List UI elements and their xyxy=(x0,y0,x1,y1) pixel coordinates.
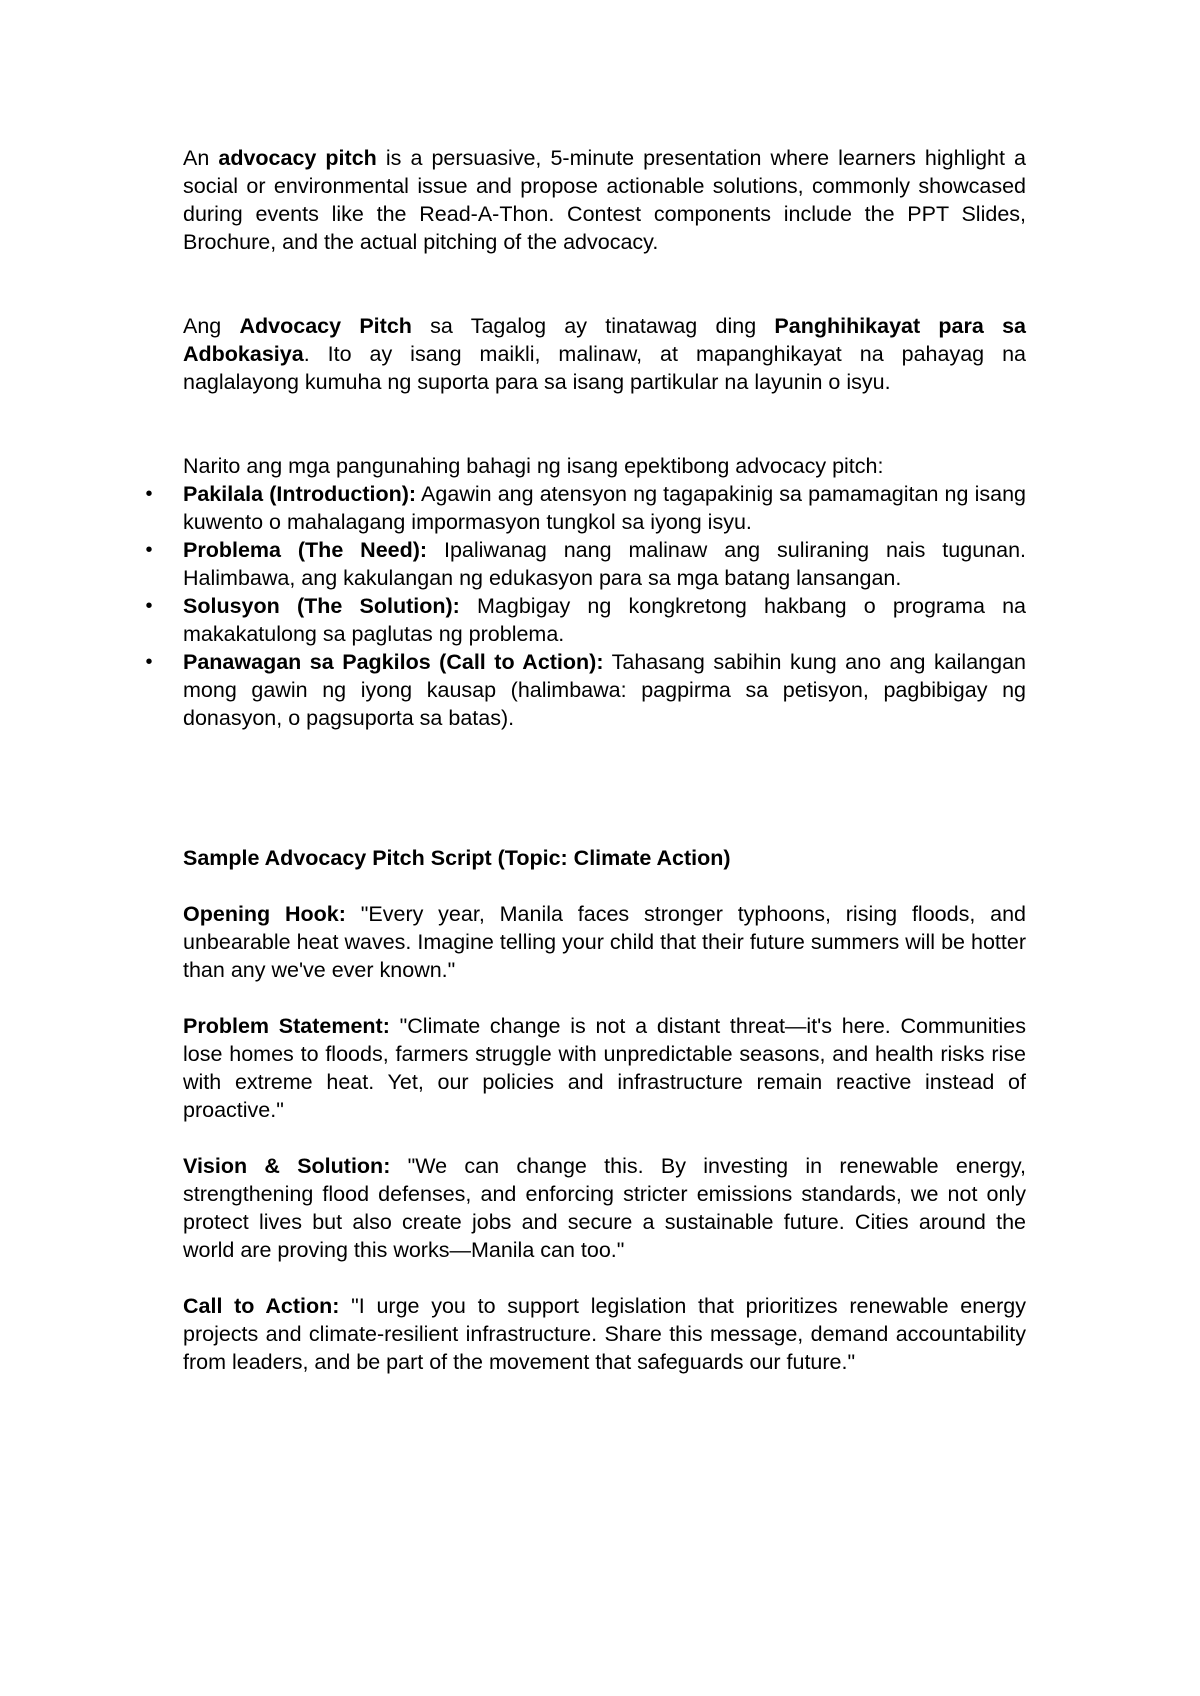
tagalog-paragraph xyxy=(183,312,1026,396)
section-text: "Every year, Manila faces stronger typhoons, rising floods, and unbearable heat waves. Imagine telling your child that their future summers will be hotter than any we've ever known." xyxy=(183,902,1026,982)
intro-text-2: is a persuasive, 5-minute presentation where learners highlight a social or environmental issue and propose actionable solutions, commonly showcased during events like the Read-A-Thon. Contest components include the PPT Slides, Brochure, and the actual pitching of the advocacy. xyxy=(183,146,1027,254)
part-label: Panawagan sa Pagkilos (Call to Action): xyxy=(183,650,604,674)
opening-hook-paragraph xyxy=(183,900,1026,984)
list-item xyxy=(145,648,1026,732)
section-text: "We can change this. By investing in renewable energy, strengthening flood defenses, and enforcing stricter emissions standards, we not only protect lives but also create jobs and secure a sustainable future. Cities around the world are proving this works—Manila can too." xyxy=(183,1154,1027,1262)
part-label: Solusyon (The Solution): xyxy=(183,594,460,618)
section-text: "I urge you to support legislation that prioritizes renewable energy projects and climate-resilient infrastructure. Share this message, demand accountability from leaders, and be part of the movement that safeguards our future." xyxy=(183,1294,1026,1374)
parts-list xyxy=(145,480,1027,732)
list-item xyxy=(145,480,1027,536)
vision-solution-paragraph xyxy=(183,1152,1026,1264)
bullet-icon: • xyxy=(145,651,153,673)
section-text: "Climate change is not a distant threat—it's here. Communities lose homes to floods, farmers struggle with unpredictable seasons, and health risks rise with extreme heat. Yet, our policies and infrastructure remain reactive instead of proactive." xyxy=(183,1014,1026,1122)
bullet-icon: • xyxy=(145,483,153,505)
section-label: Call to Action: xyxy=(183,1294,340,1318)
tagalog-text-3: . Ito ay isang maikli, malinaw, at mapanghikayat na pahayag na naglalayong kumuha ng suporta para sa isang partikular na layunin o isyu. xyxy=(183,342,1026,394)
bullet-icon: • xyxy=(145,595,153,617)
list-item xyxy=(145,592,1027,648)
section-label: Vision & Solution: xyxy=(183,1154,391,1178)
part-label: Problema (The Need): xyxy=(183,538,428,562)
problem-statement-paragraph xyxy=(183,1012,1026,1124)
part-text: Tahasang sabihin kung ano ang kailangan mong gawin ng iyong kausap (halimbawa: pagpirma sa petisyon, pagbibigay ng donasyon, o pagsuporta sa batas). xyxy=(183,650,1026,730)
part-text: Ipaliwanag nang malinaw ang suliraning nais tugunan. Halimbawa, ang kakulangan ng edukasyon para sa mga batang lansangan. xyxy=(183,538,1026,590)
tagalog-text-2: sa Tagalog ay tinatawag ding xyxy=(411,314,775,338)
sample-heading xyxy=(183,844,1026,872)
call-to-action-paragraph xyxy=(183,1292,1026,1376)
bullet-icon: • xyxy=(145,539,153,561)
document-page xyxy=(145,144,1027,1376)
tagalog-bold-term-2: Panghihikayat para sa Adbokasiya xyxy=(183,314,1026,366)
parts-intro: Narito ang mga pangunahing bahagi ng isang epektibong advocacy pitch: xyxy=(183,454,884,478)
tagalog-text-1: Ang xyxy=(183,314,240,338)
part-label: Pakilala (Introduction): xyxy=(183,482,417,506)
section-label: Opening Hook: xyxy=(183,902,346,926)
intro-bold-term: advocacy pitch xyxy=(218,146,377,170)
section-label: Problem Statement: xyxy=(183,1014,390,1038)
sample-heading-text: Sample Advocacy Pitch Script (Topic: Climate Action) xyxy=(183,846,731,870)
intro-text-1: An xyxy=(183,146,219,170)
intro-paragraph xyxy=(183,144,1026,256)
list-item xyxy=(145,536,1026,592)
part-text: Magbigay ng kongkretong hakbang o programa na makakatulong sa paglutas ng problema. xyxy=(183,594,1027,646)
part-text: Agawin ang atensyon ng tagapakinig sa pamamagitan ng isang kuwento o mahalagang impormasyon tungkol sa iyong isyu. xyxy=(183,482,1027,534)
tagalog-bold-term-1: Advocacy Pitch xyxy=(239,314,412,338)
